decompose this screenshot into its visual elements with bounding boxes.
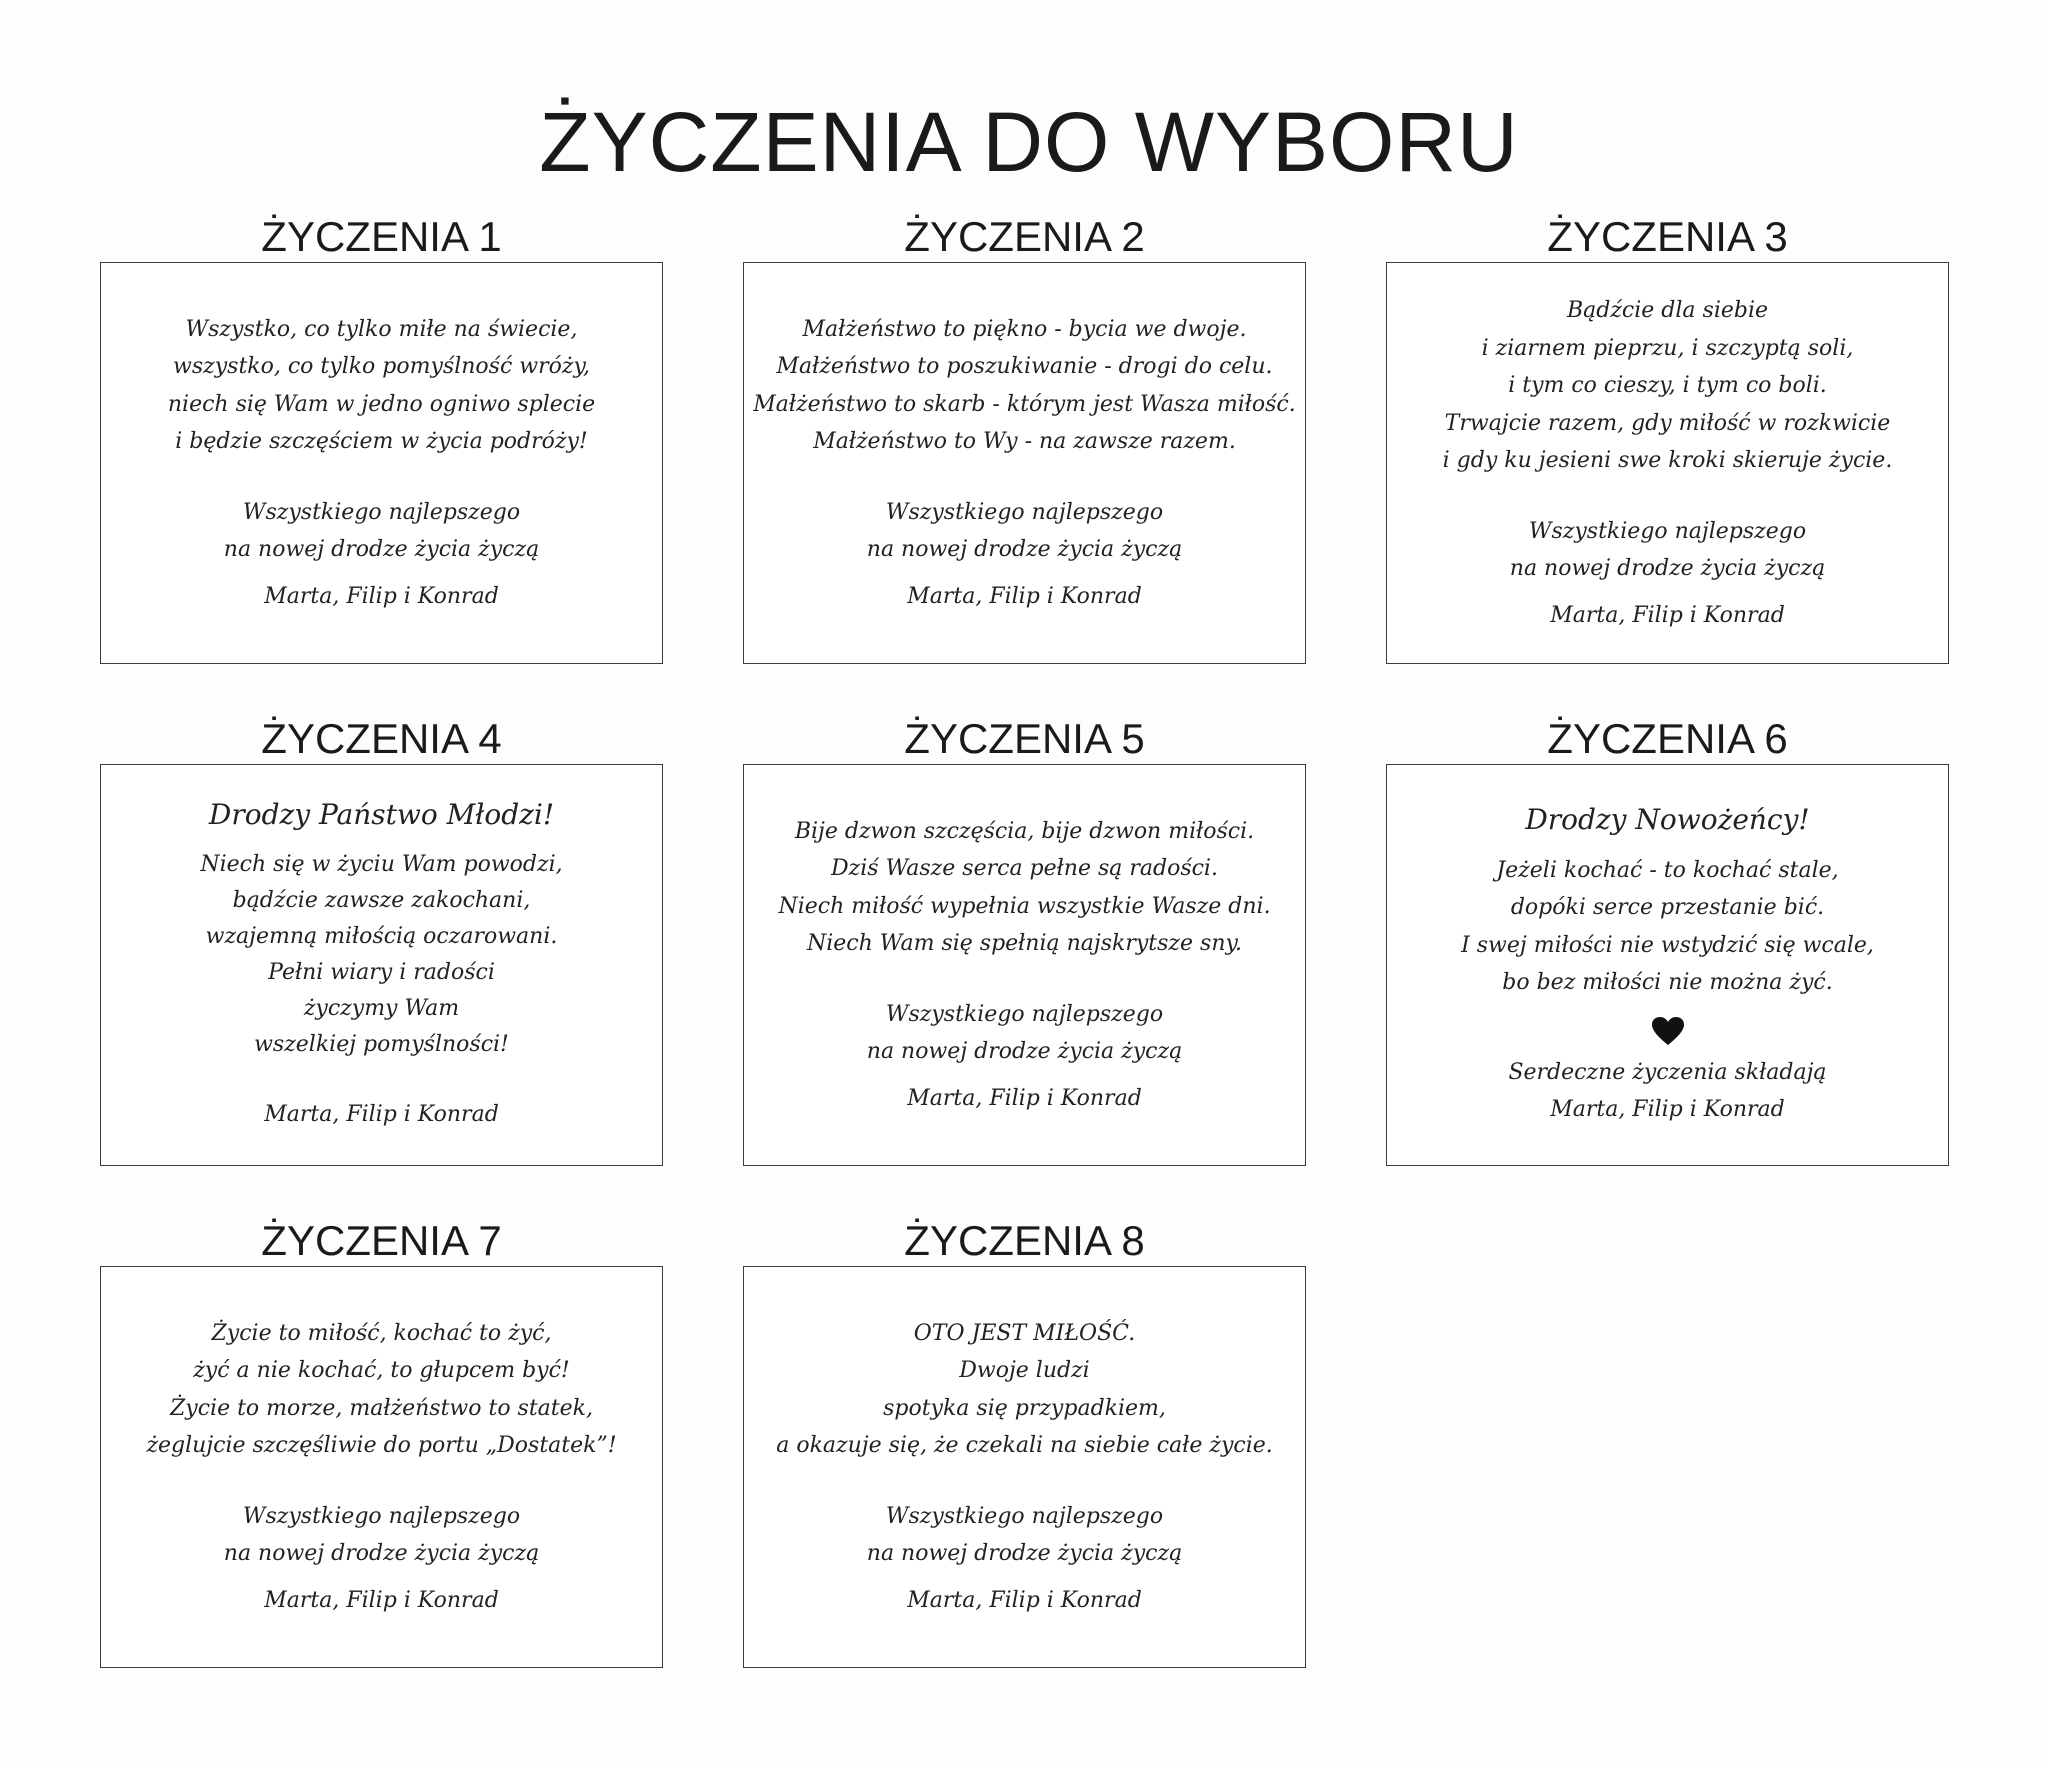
verse-line: Wszystko, co tylko miłe na świecie,	[185, 316, 578, 342]
wishes-line: na nowej drodze życia życzą	[866, 1039, 1183, 1065]
card-3-signature: Marta, Filip i Konrad	[1550, 602, 1785, 628]
card-1-title: ŻYCZENIA 1	[261, 213, 502, 260]
card-1-wishes	[224, 494, 539, 569]
card-3-verse	[1443, 292, 1893, 480]
verse-line: żyć a nie kochać, to głupcem być!	[193, 1358, 570, 1384]
wishes-line: na nowej drodze życia życzą	[866, 1541, 1183, 1567]
verse-line: żeglujcie szczęśliwie do portu „Dostatek”!	[146, 1433, 617, 1459]
verse-line: i ziarnem pieprzu, i szczyptą soli,	[1481, 335, 1854, 361]
verse-line: i gdy ku jesieni swe kroki skieruje życie.	[1442, 448, 1893, 473]
verse-line: życzymy Wam	[303, 995, 460, 1021]
card-4	[100, 764, 663, 1166]
verse-line: Niech Wam się spełnią najskrytsze sny.	[806, 931, 1242, 957]
card-8-signature: Marta, Filip i Konrad	[907, 1587, 1142, 1613]
wishes-line: na nowej drodze życia życzą	[866, 537, 1183, 563]
card-5-title: ŻYCZENIA 5	[904, 715, 1145, 762]
verse-line: spotyka się przypadkiem,	[883, 1395, 1166, 1421]
verse-line: Małżeństwo to poszukiwanie - drogi do celu.	[776, 354, 1273, 380]
card-7-verse	[146, 1315, 616, 1465]
verse-line: Pełni wiary i radości	[268, 959, 495, 985]
card-2-verse	[753, 311, 1295, 461]
card-3-wishes	[1510, 513, 1825, 588]
card-3-title: ŻYCZENIA 3	[1547, 213, 1788, 260]
verse-line: niech się Wam w jedno ogniwo splecie	[167, 391, 596, 417]
verse-line: Małżeństwo to piękno - bycia we dwoje.	[802, 316, 1247, 342]
card-2-title: ŻYCZENIA 2	[904, 213, 1145, 260]
verse-line: a okazuje się, że czekali na siebie całe życie.	[776, 1433, 1273, 1459]
card-6-verse	[1461, 852, 1874, 1002]
wishes-line: Wszystkiego najlepszego	[885, 1503, 1164, 1529]
card-8-verse	[776, 1315, 1273, 1465]
verse-line: Jeżeli kochać - to kochać stale,	[1496, 857, 1839, 883]
page-title: ŻYCZENIA DO WYBORU	[539, 95, 1519, 189]
card-6-closing	[1508, 1054, 1826, 1129]
verse-line: bądźcie zawsze zakochani,	[232, 887, 531, 913]
card-7-signature: Marta, Filip i Konrad	[264, 1587, 499, 1613]
verse-line: Bądźcie dla siebie	[1566, 298, 1769, 323]
wishes-line: Wszystkiego najlepszego	[242, 1503, 521, 1529]
verse-line: Bije dzwon szczęścia, bije dzwon miłości.	[794, 818, 1255, 844]
verse-line: Niech się w życiu Wam powodzi,	[200, 851, 563, 877]
card-8-title: ŻYCZENIA 8	[904, 1217, 1145, 1264]
card-5-signature: Marta, Filip i Konrad	[907, 1085, 1142, 1111]
card-6-greeting: Drodzy Nowożeńcy!	[1525, 802, 1810, 836]
wishes-line: Wszystkiego najlepszego	[242, 499, 521, 525]
closing-line: Marta, Filip i Konrad	[1550, 1097, 1785, 1122]
verse-line: i będzie szczęściem w życia podróży!	[175, 429, 588, 455]
card-4-signature: Marta, Filip i Konrad	[264, 1101, 499, 1127]
verse-line: dopóki serce przestanie bić.	[1510, 895, 1825, 920]
verse-line: Dziś Wasze serca pełne są radości.	[831, 856, 1218, 882]
verse-line: OTO JEST MIŁOŚĆ.	[913, 1320, 1136, 1346]
heart-icon	[1651, 1016, 1685, 1046]
card-7-title: ŻYCZENIA 7	[261, 1217, 502, 1264]
card-4-title: ŻYCZENIA 4	[261, 715, 502, 762]
verse-line: Małżeństwo to Wy - na zawsze razem.	[813, 429, 1236, 455]
verse-line: Życie to morze, małżeństwo to statek,	[170, 1395, 593, 1421]
card-5-verse	[778, 813, 1270, 963]
verse-line: bo bez miłości nie można żyć.	[1502, 970, 1833, 995]
card-8	[743, 1266, 1306, 1668]
card-3	[1386, 262, 1949, 664]
card-7-wishes	[224, 1498, 539, 1573]
verse-line: Niech miłość wypełnia wszystkie Wasze dni.	[778, 893, 1271, 919]
card-6-title: ŻYCZENIA 6	[1547, 715, 1788, 762]
card-1-signature: Marta, Filip i Konrad	[264, 583, 499, 609]
card-6	[1386, 764, 1949, 1166]
verse-line: i tym co cieszy, i tym co boli.	[1508, 373, 1827, 398]
verse-line: wszelkiej pomyślności!	[254, 1031, 509, 1057]
card-2-signature: Marta, Filip i Konrad	[907, 583, 1142, 609]
card-5-wishes	[867, 996, 1182, 1071]
wishes-line: na nowej drodze życia życzą	[223, 1541, 540, 1567]
wishes-line: na nowej drodze życia życzą	[223, 537, 540, 563]
wishes-line: Wszystkiego najlepszego	[885, 1001, 1164, 1027]
card-4-greeting: Drodzy Państwo Młodzi!	[208, 797, 555, 831]
verse-line: Dwoje ludzi	[959, 1358, 1090, 1384]
verse-line: wzajemną miłością oczarowani.	[205, 923, 558, 949]
verse-line: Życie to miłość, kochać to żyć,	[211, 1320, 552, 1346]
wishes-line: Wszystkiego najlepszego	[885, 499, 1164, 525]
card-4-verse	[200, 847, 562, 1063]
card-7	[100, 1266, 663, 1668]
card-1	[100, 262, 663, 664]
card-2	[743, 262, 1306, 664]
card-5	[743, 764, 1306, 1166]
verse-line: wszystko, co tylko pomyślność wróży,	[173, 354, 590, 380]
card-2-wishes	[867, 494, 1182, 569]
wishes-line: Wszystkiego najlepszego	[1528, 518, 1807, 544]
verse-line: I swej miłości nie wstydzić się wcale,	[1461, 932, 1874, 958]
card-8-wishes	[867, 1498, 1182, 1573]
closing-line: Serdeczne życzenia składają	[1508, 1059, 1827, 1085]
wishes-line: na nowej drodze życia życzą	[1509, 556, 1826, 581]
verse-line: Trwajcie razem, gdy miłość w rozkwicie	[1444, 410, 1891, 436]
card-1-verse	[168, 311, 595, 461]
verse-line: Małżeństwo to skarb - którym jest Wasza miłość.	[753, 391, 1296, 417]
